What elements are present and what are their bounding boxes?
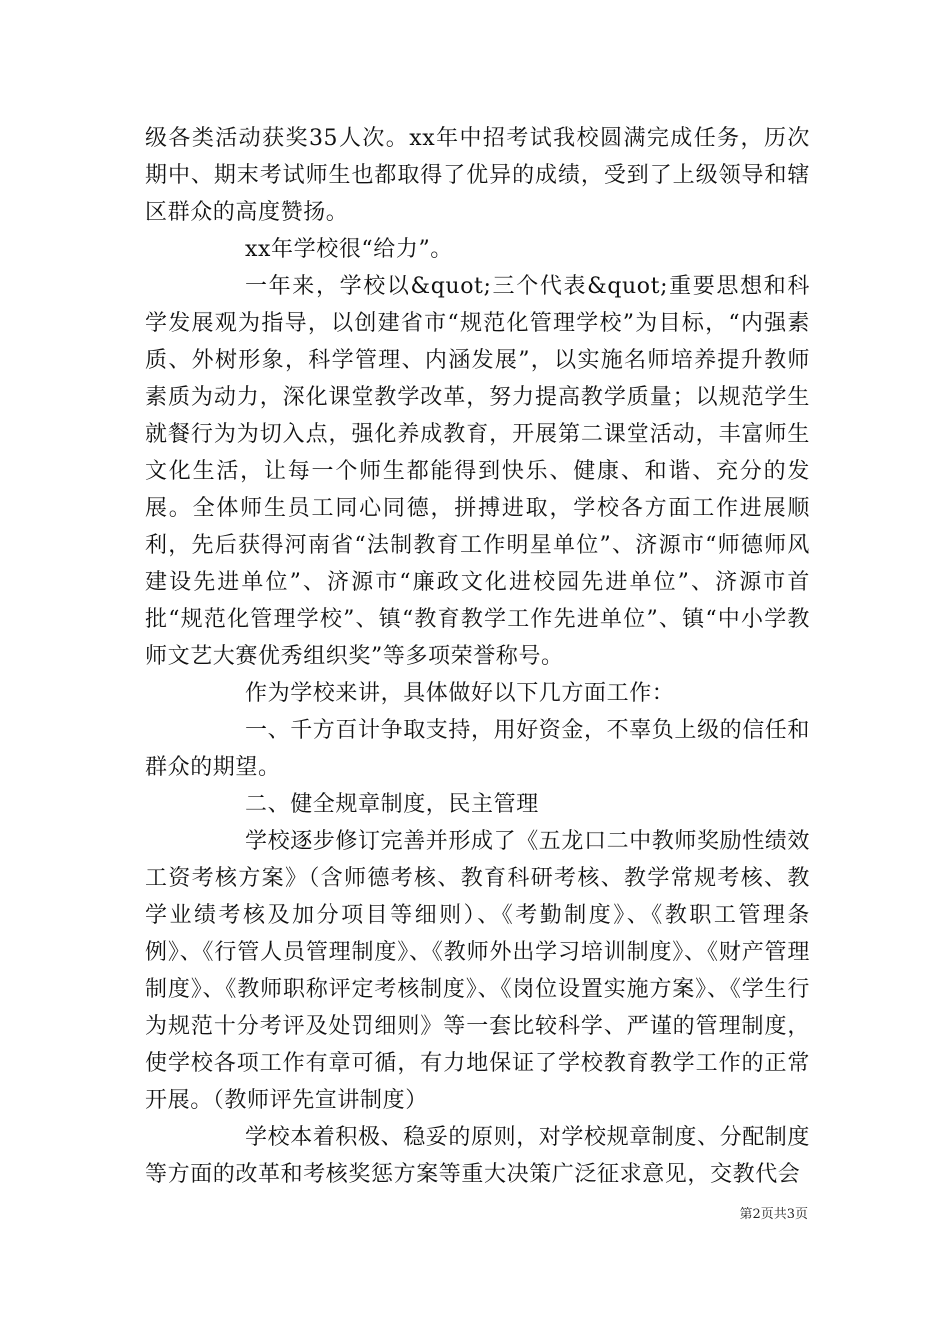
page-number: 第2页共3页 <box>739 1207 808 1222</box>
paragraph: 二、健全规章制度，民主管理 <box>245 792 539 817</box>
paragraph: 学校逐步修订完善并形成了《五龙口二中教师奖励性绩效工资考核方案》（含师德考核、教育科研考核、教学常规考核、教学业绩考核及加分项目等细则）、《考勤制度》、《教职工管理条例》、《行管人员管理制度》、《教师外出学习培训制度》、《财产管理制度》、《教师职称评定考核制度》、《岗位设置实施方案》、《学生行为规范十分考评及处罚细则》等一套比较科学、严谨的管理制度，使学校各项工作有章可循，有力地保证了学校教育教学工作的正常开展。（教师评先宣讲制度） <box>145 829 811 1113</box>
document-body <box>145 120 810 1193</box>
paragraph: 级各类活动获奖35人次。xx年中招考试我校圆满完成任务，历次期中、期末考试师生也都取得了优异的成绩，受到了上级领导和辖区群众的高度赞扬。 <box>145 126 810 225</box>
paragraph: 一、千方百计争取支持，用好资金，不辜负上级的信任和群众的期望。 <box>145 718 811 780</box>
paragraph: 作为学校来讲，具体做好以下几方面工作： <box>245 681 675 706</box>
paragraph: xx年学校很“给力”。 <box>245 237 453 262</box>
paragraph: 一年来，学校以&quot;三个代表&quot;重要思想和科学发展观为指导，以创建省市“规范化管理学校”为目标，“内强素质、外树形象，科学管理、内涵发展”，以实施名师培养提升教师素质为动力，深化课堂教学改革，努力提高教学质量；以规范学生就餐行为为切入点，强化养成教育，开展第二课堂活动，丰富师生文化生活，让每一个师生都能得到快乐、健康、和谐、充分的发展。全体师生员工同心同德，拼搏进取，学校各方面工作进展顺利，先后获得河南省“法制教育工作明星单位”、济源市“师德师风建设先进单位”、济源市“廉政文化进校园先进单位”、济源市首批“规范化管理学校”、镇“教育教学工作先进单位”、镇“中小学教师文艺大赛优秀组织奖”等多项荣誉称号。 <box>145 274 810 669</box>
paragraph: 学校本着积极、稳妥的原则，对学校规章制度、分配制度等方面的改革和考核奖惩方案等重大决策广泛征求意见，交教代会 <box>145 1125 811 1187</box>
